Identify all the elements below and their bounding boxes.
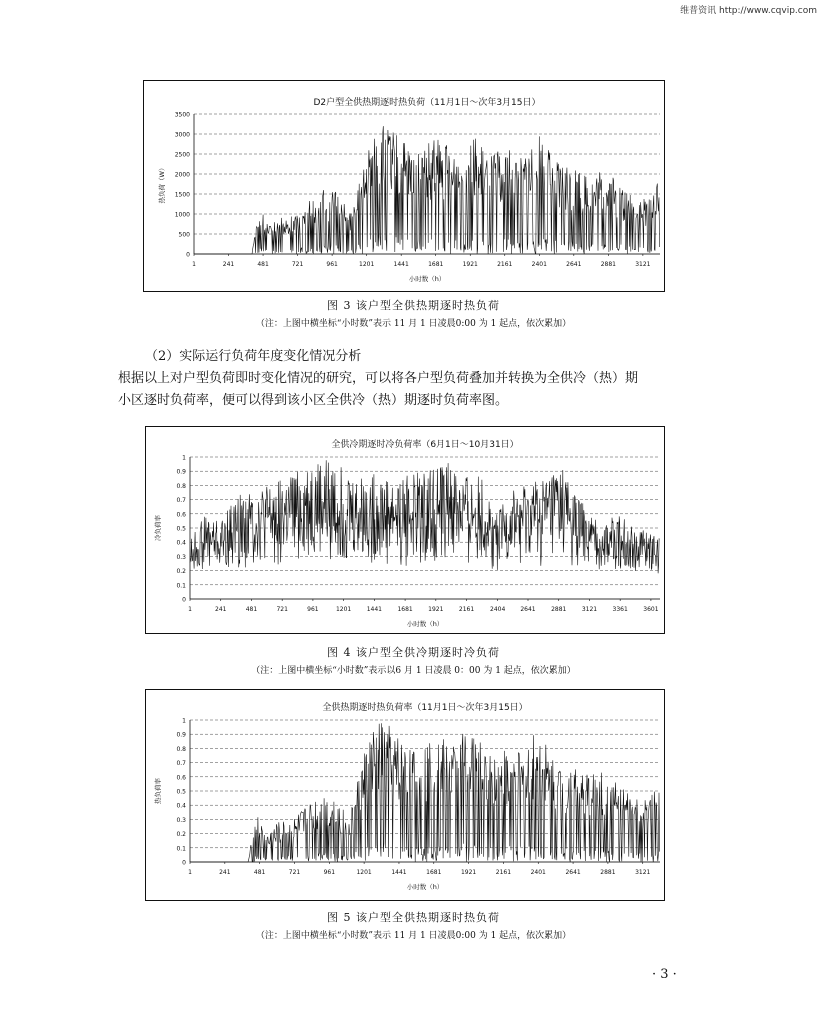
y-tick-label: 0.3 — [176, 816, 186, 824]
figure3-caption: 图 3 该户型全供热期逐时热负荷 — [327, 299, 500, 312]
x-tick-label: 721 — [276, 606, 288, 613]
chart3-svg — [146, 690, 664, 900]
y-tick-label: 1 — [182, 717, 186, 725]
x-axis-label: 小时数（h） — [406, 883, 444, 891]
section-heading: （2）实际运行负荷年度变化情况分析 — [145, 349, 362, 364]
x-axis-label: 小时数（h） — [406, 620, 444, 628]
x-tick-label: 2161 — [495, 869, 512, 876]
x-tick-label: 2641 — [565, 869, 581, 876]
y-tick-label: 0.2 — [176, 568, 186, 576]
y-tick-label: 0.2 — [176, 831, 186, 839]
y-tick-label: 3500 — [174, 111, 190, 119]
x-tick-label: 2401 — [531, 261, 547, 268]
figure5-caption: 图 5 该户型全供热期逐时热负荷 — [327, 911, 500, 924]
page-number: · 3 · — [652, 967, 677, 982]
x-tick-label: 481 — [257, 261, 269, 268]
x-tick-label: 241 — [219, 869, 231, 876]
x-tick-label: 2881 — [600, 869, 616, 876]
x-tick-label: 241 — [215, 606, 227, 613]
x-tick-label: 1 — [188, 869, 192, 876]
y-axis-label: 冷负荷率 — [154, 515, 162, 541]
chart2-svg — [146, 427, 664, 633]
y-tick-label: 0.8 — [176, 482, 186, 490]
y-axis-label: 热负荷（W） — [158, 164, 166, 204]
x-tick-label: 1 — [192, 261, 196, 268]
x-tick-label: 2641 — [520, 606, 536, 613]
x-tick-label: 2641 — [566, 261, 582, 268]
chart-title: 全供冷期逐时冷负荷率（6月1日～10月31日） — [331, 440, 519, 450]
series-line — [190, 460, 660, 573]
x-tick-label: 1921 — [428, 606, 444, 613]
series-line — [194, 126, 660, 254]
y-tick-label: 0.5 — [176, 525, 186, 533]
y-tick-label: 0.8 — [176, 745, 186, 753]
y-tick-label: 0.6 — [176, 511, 186, 519]
x-tick-label: 3121 — [581, 606, 598, 613]
figure5-chart — [145, 689, 665, 901]
x-tick-label: 1441 — [366, 606, 383, 613]
x-tick-label: 2404 — [490, 606, 506, 613]
y-axis-label: 热负荷率 — [154, 778, 162, 804]
x-tick-label: 1921 — [462, 261, 478, 268]
y-tick-label: 3000 — [174, 131, 190, 139]
x-tick-label: 1681 — [428, 261, 444, 268]
paragraph-line-2: 小区逐时负荷率，便可以得到该小区全供冷（热）期逐时负荷率图。 — [118, 393, 509, 408]
x-tick-label: 2161 — [497, 261, 513, 268]
figure3-note: （注：上图中横坐标“小时数”表示 11 月 1 日凌晨0:00 为 1 起点，依次累加） — [255, 319, 572, 329]
x-tick-label: 2881 — [551, 606, 567, 613]
y-tick-label: 0.1 — [176, 845, 186, 853]
chart-title: D2户型全供热期逐时热负荷（11月1日～次年3月15日） — [313, 98, 541, 108]
figure3-chart — [143, 80, 665, 292]
x-tick-label: 1681 — [426, 869, 442, 876]
x-tick-label: 1201 — [356, 869, 372, 876]
figure4-note: （注：上图中横坐标“小时数”表示以6 月 1 日凌晨 0：00 为 1 起点，依次累加） — [251, 666, 576, 676]
series-line — [190, 723, 660, 862]
y-tick-label: 0.5 — [176, 788, 186, 796]
y-tick-label: 1500 — [174, 191, 190, 199]
x-tick-label: 961 — [323, 869, 336, 876]
x-axis-label: 小时数（h） — [408, 275, 446, 283]
y-tick-label: 0.7 — [176, 497, 186, 505]
x-tick-label: 2161 — [458, 606, 475, 613]
x-tick-label: 2401 — [530, 869, 546, 876]
x-tick-label: 721 — [291, 261, 304, 268]
y-tick-label: 0 — [186, 251, 190, 259]
x-tick-label: 721 — [288, 869, 301, 876]
figure4-chart — [145, 426, 665, 634]
y-tick-label: 2500 — [174, 151, 190, 159]
y-tick-label: 0.6 — [176, 774, 186, 782]
x-tick-label: 3121 — [635, 869, 651, 876]
y-tick-label: 500 — [178, 231, 190, 239]
y-tick-label: 0.4 — [176, 802, 186, 810]
y-tick-label: 1000 — [174, 211, 190, 219]
x-tick-label: 2881 — [600, 261, 616, 268]
y-tick-label: 1 — [182, 454, 186, 462]
x-tick-label: 1201 — [359, 261, 375, 268]
x-tick-label: 3601 — [643, 606, 659, 613]
x-tick-label: 1441 — [393, 261, 409, 268]
x-tick-label: 1201 — [335, 606, 352, 613]
x-tick-label: 961 — [307, 606, 319, 613]
y-tick-label: 0.4 — [176, 539, 186, 547]
x-tick-label: 481 — [253, 869, 266, 876]
x-tick-label: 1 — [188, 606, 192, 613]
y-tick-label: 0.7 — [176, 760, 186, 768]
x-tick-label: 961 — [326, 261, 338, 268]
figure5-note: （注：上图中横坐标“小时数”表示 11 月 1 日凌晨0:00 为 1 起点，依次累加） — [255, 931, 572, 941]
x-tick-label: 3121 — [635, 261, 651, 268]
x-tick-label: 1921 — [460, 869, 477, 876]
y-tick-label: 0.1 — [176, 582, 186, 590]
chart1-svg — [144, 81, 664, 291]
x-tick-label: 1681 — [397, 606, 413, 613]
paragraph-line-1: 根据以上对户型负荷即时变化情况的研究，可以将各户型负荷叠加并转换为全供冷（热）期 — [118, 371, 639, 386]
y-tick-label: 2000 — [174, 171, 190, 179]
y-tick-label: 0.3 — [176, 553, 186, 561]
watermark-text: 维普资讯 http://www.cqvip.com — [680, 6, 817, 16]
y-tick-label: 0 — [182, 859, 186, 867]
x-tick-label: 241 — [222, 261, 235, 268]
y-tick-label: 0 — [182, 596, 186, 604]
y-tick-label: 0.9 — [176, 731, 186, 739]
x-tick-label: 3361 — [612, 606, 628, 613]
chart-title: 全供热期逐时热负荷率（11月1日～次年3月15日） — [322, 703, 528, 713]
x-tick-label: 481 — [245, 606, 258, 613]
y-tick-label: 0.9 — [176, 468, 186, 476]
figure4-caption: 图 4 该户型全供冷期逐时冷负荷 — [327, 646, 500, 659]
x-tick-label: 1441 — [391, 869, 407, 876]
